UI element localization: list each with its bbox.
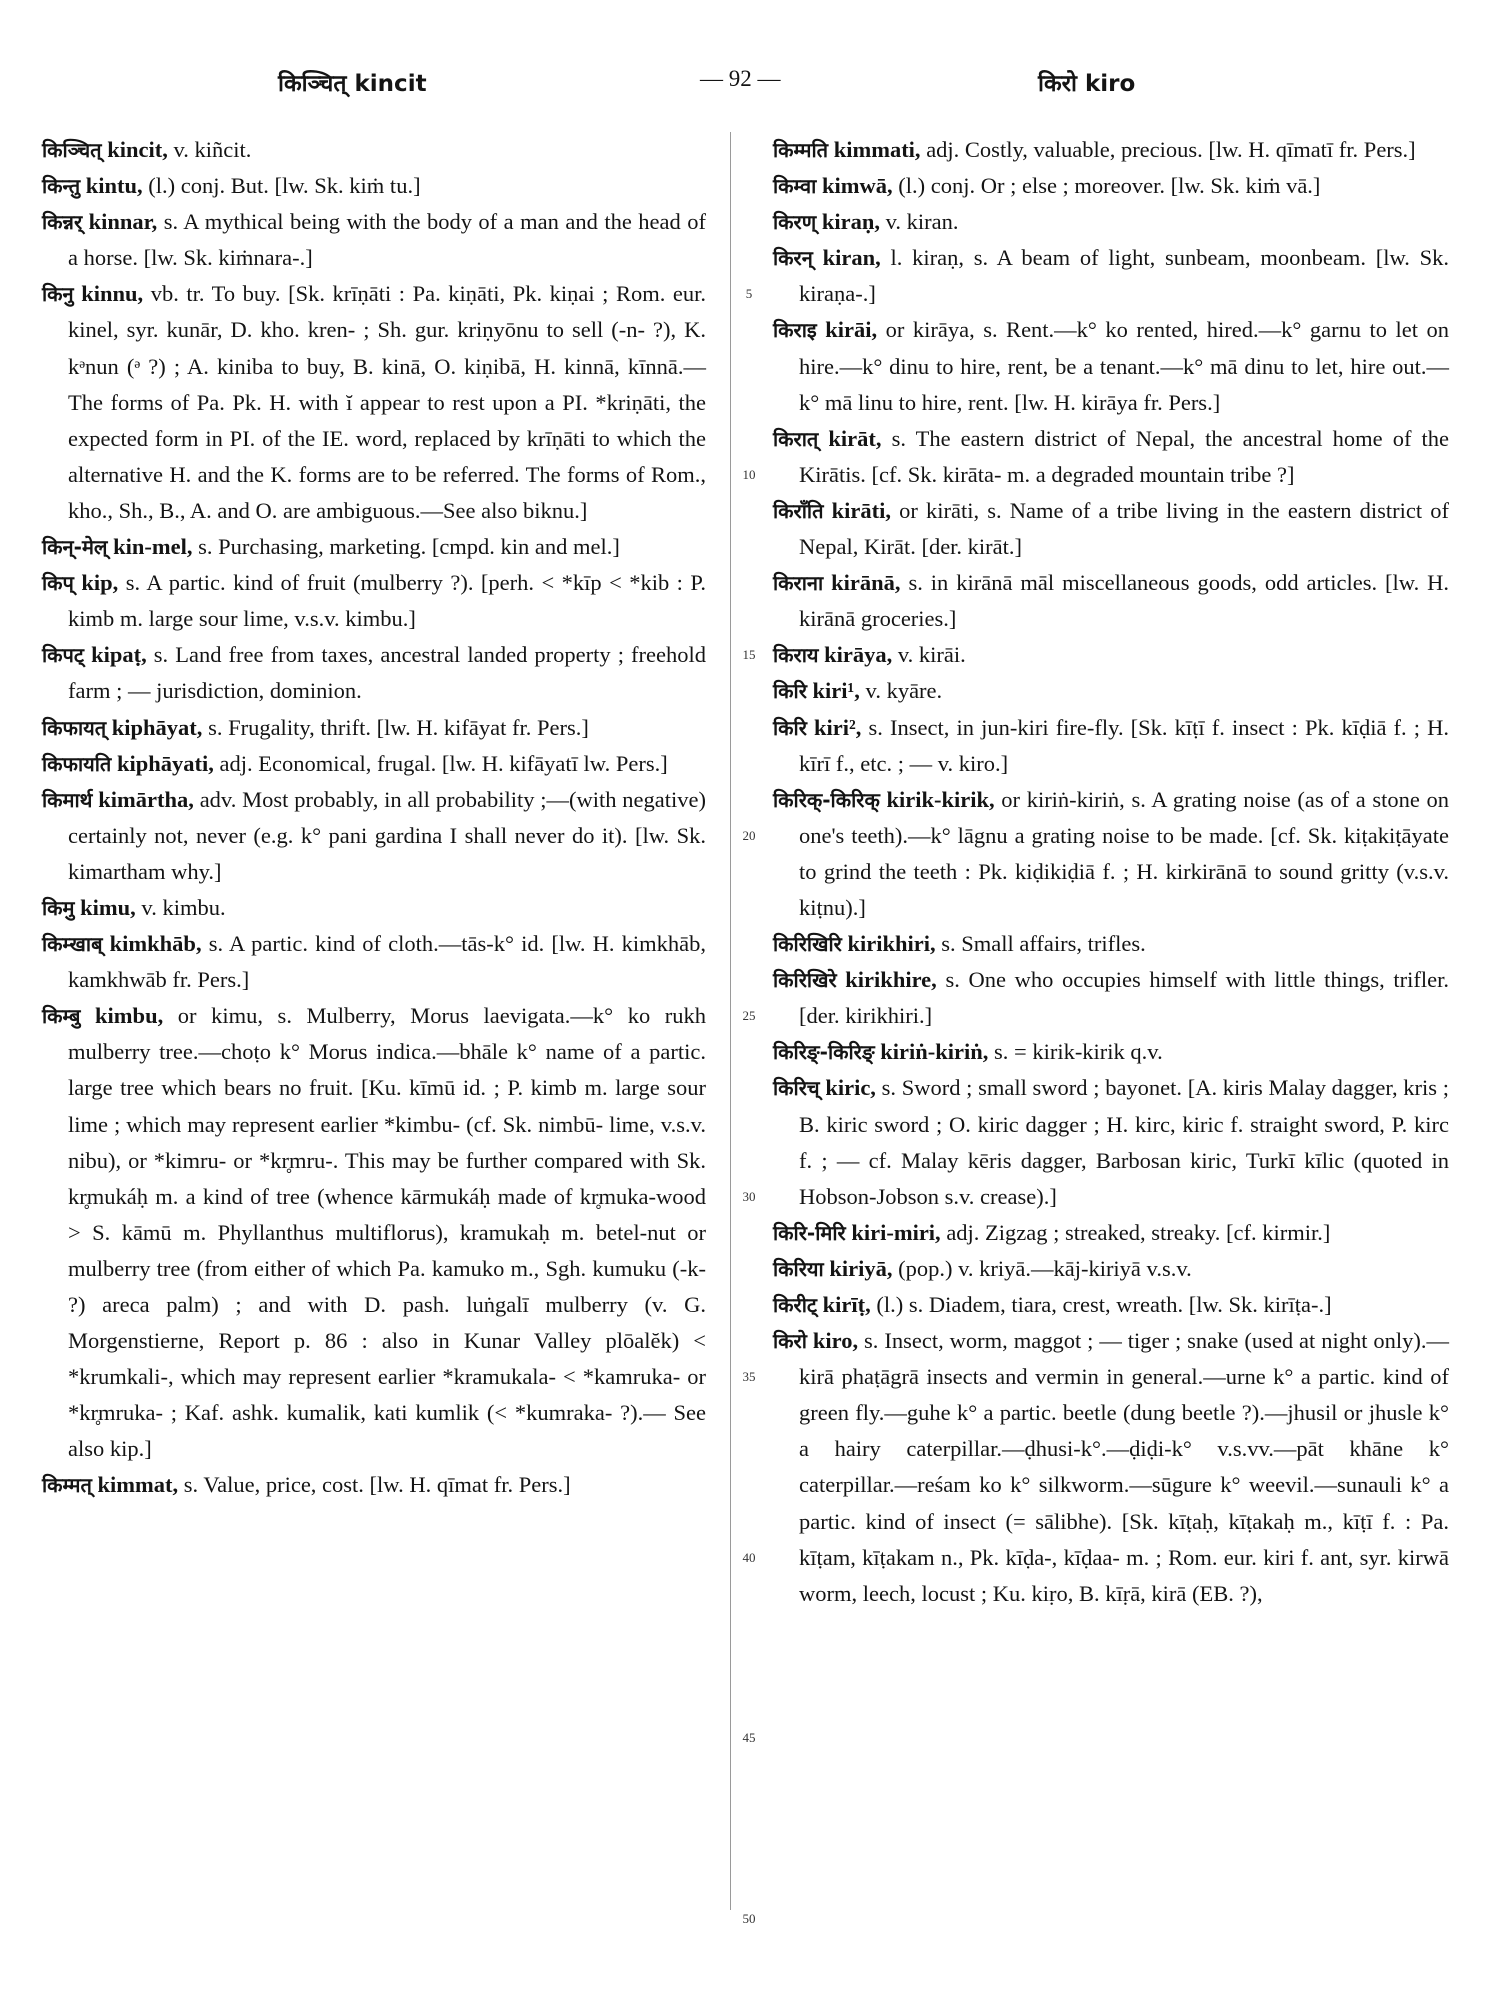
headword-roman: kiri¹, <box>812 678 860 704</box>
entry-definition: s. A partic. kind of cloth.—tās-k° id. [lw. H. kimkhāb, kamkhwāb fr. Pers.] <box>68 931 707 993</box>
line-number: 10 <box>742 466 756 482</box>
line-number: 30 <box>742 1188 756 1204</box>
headword-roman: kirāi, <box>825 317 878 343</box>
headword-devanagari: किम्बु <box>42 1004 81 1029</box>
line-number: 50 <box>742 1910 756 1926</box>
dictionary-entry <box>773 710 1449 782</box>
dictionary-entry <box>773 962 1449 1034</box>
headword-devanagari: किराय <box>773 643 819 668</box>
headword-roman: kirīṭ, <box>822 1292 871 1317</box>
headword-devanagari: किरिखिरे <box>773 968 837 993</box>
headword-devanagari: किरण् <box>773 210 817 235</box>
headword-devanagari: किन्-मेल् <box>42 535 108 560</box>
dictionary-entry <box>42 168 706 204</box>
dictionary-entry <box>42 998 706 1467</box>
entry-definition: (l.) conj. Or ; else ; moreover. [lw. Sk. kiṁ vā.] <box>898 173 1321 199</box>
dictionary-entry <box>773 1323 1449 1612</box>
headword-devanagari: किपट् <box>42 643 84 668</box>
entry-definition: s. Purchasing, marketing. [cmpd. kin and mel.] <box>198 534 620 560</box>
headword-roman: kiri-miri, <box>851 1219 941 1245</box>
entry-definition: s. A mythical being with the body of a man and the head of a horse. [lw. Sk. kiṁnara-.] <box>68 209 706 271</box>
headword-roman: kin-mel, <box>113 534 193 560</box>
entry-definition: v. kirāi. <box>897 642 966 668</box>
line-number: 15 <box>742 647 756 663</box>
dictionary-entry <box>773 1251 1449 1287</box>
line-number: 45 <box>742 1730 756 1746</box>
headword-roman: kimu, <box>80 894 136 920</box>
dictionary-entry <box>773 637 1449 673</box>
entry-definition: adv. Most probably, in all probability ;—(with negative) certainly not, never (e.g. k° pani gardina I shall never do it). [lw. Sk. kimartham why.] <box>68 786 706 884</box>
headword-roman: kimwā, <box>821 173 893 199</box>
dictionary-entry <box>773 493 1449 565</box>
dictionary-entry <box>773 782 1449 926</box>
headword-devanagari: किमु <box>42 895 75 920</box>
dictionary-entry <box>42 890 706 926</box>
running-head-left: किञ्चित् kincit <box>278 71 427 97</box>
dictionary-entry <box>42 710 706 746</box>
line-number: 20 <box>742 827 756 843</box>
entry-definition: s. = kirik-kirik q.v. <box>994 1039 1163 1065</box>
headword-roman: kirāti, <box>831 497 891 523</box>
headword-devanagari: किरि-मिरि <box>773 1220 846 1245</box>
headword-devanagari: किरीट् <box>773 1293 817 1317</box>
dictionary-entry <box>773 1034 1449 1070</box>
entry-definition: (pop.) v. kriyā.—kāj-kiriyā v.s.v. <box>898 1255 1192 1281</box>
running-head-right: किरो kiro <box>1038 71 1136 97</box>
headword-roman: kintu, <box>85 173 143 199</box>
entry-definition: v. kiñcit. <box>173 137 252 162</box>
dictionary-entry <box>773 1070 1449 1214</box>
headword-roman: kiro, <box>812 1328 859 1354</box>
dictionary-entry <box>42 529 706 565</box>
entry-definition: s. Sword ; small sword ; bayonet. [A. kiris Malay dagger, kris ; B. kiric sword ; O. kiric dagger ; H. kirc, kiric f. straight sword, P. kirc f. ; — cf. Malay kēris dagger, Barbosan kiric, Turkī kīlic (quoted in Hobson-Jobson s.v. crease).] <box>799 1075 1450 1209</box>
dictionary-entry <box>42 204 706 276</box>
headword-devanagari: किम्मति <box>773 138 829 162</box>
headword-devanagari: किरिङ्-किरिङ् <box>773 1040 875 1065</box>
headword-roman: kinnu, <box>81 281 144 307</box>
headword-devanagari: किप् <box>42 571 74 596</box>
entry-definition: s. in kirānā māl miscellaneous goods, odd articles. [lw. H. kirānā groceries.] <box>799 570 1450 632</box>
dictionary-entry <box>773 1215 1449 1251</box>
headword-roman: kiriyā, <box>829 1255 893 1281</box>
headword-devanagari: किरिच् <box>773 1076 820 1101</box>
headword-roman: kiriṅ-kiriṅ, <box>880 1039 989 1065</box>
dictionary-entry <box>773 132 1449 168</box>
dictionary-entry <box>42 926 706 998</box>
entry-definition: s. Value, price, cost. [lw. H. qīmat fr. Pers.] <box>183 1472 571 1498</box>
headword-devanagari: किरि <box>773 679 807 704</box>
headword-devanagari: किफायति <box>42 751 112 776</box>
headword-roman: kimbu, <box>95 1003 164 1029</box>
entry-definition: s. Frugality, thrift. [lw. H. kifāyat fr. Pers.] <box>208 714 589 740</box>
headword-devanagari: किरो <box>773 1329 807 1354</box>
entry-definition: s. Small affairs, trifles. <box>941 931 1146 957</box>
entry-definition: v. kimbu. <box>141 894 226 920</box>
headword-devanagari: किन्नर् <box>42 210 83 235</box>
headword-roman: kipaṭ, <box>91 642 147 668</box>
headword-devanagari: किराना <box>773 571 824 596</box>
headword-devanagari: किराँति <box>773 498 824 523</box>
headword-roman: kiphāyati, <box>116 750 214 776</box>
headword-devanagari: किरन् <box>773 246 813 271</box>
headword-roman: kiric, <box>825 1075 876 1101</box>
entry-definition: (l.) conj. But. [lw. Sk. kiṁ tu.] <box>148 173 421 199</box>
entry-definition: or kiriṅ-kiriṅ, s. A grating noise (as of a stone on one's teeth).—k° lāgnu a grating noise to be made. [cf. Sk. kiṭakiṭāyate to grind the teeth : Pk. kiḍikiḍiā f. ; H. kirkirānā to sound gritty (v.s.v. kiṭnu).] <box>799 786 1450 920</box>
entry-definition: s. One who occupies himself with little things, trifler. [der. kirikhiri.] <box>799 967 1450 1029</box>
headword-roman: kimmati, <box>833 137 921 162</box>
entry-definition: adj. Economical, frugal. [lw. H. kifāyatī lw. Pers.] <box>219 750 668 776</box>
line-number: 5 <box>745 286 753 302</box>
dictionary-entry <box>42 746 706 782</box>
entry-definition: s. The eastern district of Nepal, the ancestral home of the Kirātis. [cf. Sk. kirāta- m. a degraded mountain tribe ?] <box>799 425 1450 487</box>
dictionary-entry <box>42 276 706 529</box>
dictionary-entry <box>773 312 1449 420</box>
headword-devanagari: किन्तु <box>42 174 81 199</box>
dictionary-entry <box>773 204 1449 240</box>
entry-definition: l. kiraṇ, s. A beam of light, sunbeam, moonbeam. [lw. Sk. kiraṇa-.] <box>799 245 1450 307</box>
dictionary-entry <box>42 565 706 637</box>
right-column <box>773 132 1449 1612</box>
headword-devanagari: किम्खाब् <box>42 932 103 957</box>
entry-definition: s. Insect, worm, maggot ; — tiger ; snake (used at night only).—kirā phaṭāgrā insects and vermin in general.—urne k° a partic. kind of green fly.—guhe k° a partic. beetle (dung beetle ?).—jhusil or jhusle k° a hairy caterpillar.—ḍhusi-k°.—ḍiḍi-k° v.s.vv.—pāt khāne k° caterpillar.—reśam ko k° silkworm.—sūgure k° weevil.—sunauli k° a partic. kind of insect (= sālibhe). [Sk. kīṭaḥ, kīṭakaḥ m., kīṭī f. : Pa. kīṭam, kīṭakam n., Pk. kīḍa-, kīḍaa- m. ; Rom. eur. kiri f. ant, syr. kirwā worm, leech, locust ; Ku. kiṛo, B. kīṛā, kirā (EB. ?), <box>799 1328 1450 1606</box>
dictionary-entry <box>773 926 1449 962</box>
line-number: 25 <box>742 1008 756 1024</box>
left-column <box>42 132 706 1504</box>
entry-definition: v. kyāre. <box>865 678 943 704</box>
dictionary-entry <box>773 240 1449 312</box>
entry-definition: s. Land free from taxes, ancestral landed property ; freehold farm ; — jurisdiction, dominion. <box>68 642 706 704</box>
headword-roman: kirāya, <box>824 642 893 668</box>
headword-devanagari: किरिया <box>773 1256 824 1281</box>
entry-definition: adj. Zigzag ; streaked, streaky. [cf. kirmir.] <box>946 1219 1331 1245</box>
headword-devanagari: किरि <box>773 715 807 740</box>
headword-roman: kinnar, <box>88 209 158 235</box>
headword-devanagari: किरात् <box>773 426 819 451</box>
headword-roman: kimārtha, <box>98 786 194 812</box>
line-number: 40 <box>742 1549 756 1565</box>
headword-roman: kirānā, <box>831 570 901 596</box>
dictionary-entry <box>773 1287 1449 1323</box>
entry-definition: (l.) s. Diadem, tiara, crest, wreath. [lw. Sk. kirīṭa-.] <box>876 1292 1332 1317</box>
dictionary-entry <box>42 1467 706 1503</box>
entry-definition: or kirāti, s. Name of a tribe living in the eastern district of Nepal, Kirāt. [der. kirāt.] <box>799 497 1450 560</box>
headword-devanagari: किम्मत् <box>42 1473 92 1498</box>
headword-devanagari: किम्वा <box>773 174 817 199</box>
headword-roman: kirik-kirik, <box>886 786 995 812</box>
column-divider <box>730 132 731 1910</box>
dictionary-entry <box>773 565 1449 637</box>
headword-roman: kirikhire, <box>845 967 937 993</box>
dictionary-entry <box>773 673 1449 709</box>
headword-roman: kip, <box>81 570 119 596</box>
dictionary-entry <box>42 132 706 168</box>
entry-definition: v. kiran. <box>885 209 959 235</box>
headword-roman: kimkhāb, <box>109 931 202 957</box>
headword-roman: kimmat, <box>97 1472 179 1498</box>
headword-roman: kirikhiri, <box>847 931 936 957</box>
headword-devanagari: किञ्चित् <box>42 138 102 162</box>
dictionary-entry <box>773 421 1449 493</box>
entry-definition: s. A partic. kind of fruit (mulberry ?). [perh. < *kīp < *kib : P. kimb m. large sour lime, v.s.v. kimbu.] <box>68 570 707 632</box>
entry-definition: adj. Costly, valuable, precious. [lw. H. qīmatī fr. Pers.] <box>926 137 1416 162</box>
page-number: — 92 — <box>700 66 781 91</box>
headword-devanagari: किफायत् <box>42 715 107 740</box>
headword-devanagari: किरिखिरि <box>773 932 842 957</box>
entry-definition: or kirāya, s. Rent.—k° ko rented, hired.—k° garnu to let on hire.—k° dinu to hire, rent, be a tenant.—k° mā dinu to let, hire out.—k° mā linu to hire, rent. [lw. H. kirāya fr. Pers.] <box>799 317 1450 415</box>
headword-roman: kiri², <box>814 714 862 740</box>
dictionary-entry <box>42 782 706 890</box>
headword-devanagari: किमार्थ <box>42 787 93 812</box>
headword-roman: kincit, <box>107 137 168 162</box>
entry-definition: s. Insect, in jun-kiri fire-fly. [Sk. kīṭī f. insect : Pk. kīḍiā f. ; H. kīrī f., etc. ; — v. kiro.] <box>799 714 1450 776</box>
headword-roman: kirāt, <box>828 425 882 451</box>
headword-roman: kiraṇ, <box>821 209 880 235</box>
dictionary-entry <box>42 637 706 709</box>
entry-definition: vb. tr. To buy. [Sk. krīṇāti : Pa. kiṇāti, Pk. kiṇai ; Rom. eur. kinel, syr. kunār, D. kho. kren- ; Sh. gur. kriṇyōnu to sell (-n- ?), K. kᵊnun (ᵊ ?) ; A. kiniba to buy, B. kinā, O. kiṇibā, H. kinnā, kīnnā.— The forms of Pa. Pk. H. with ĭ appear to rest upon a PI. *kriṇāti, the expected form in PI. of the IE. word, replaced by krīṇāti to which the alternative H. and the K. forms are to be referred. The forms of Rom., kho., Sh., B., A. and O. are ambiguous.—See also biknu.] <box>68 281 707 523</box>
page-header <box>0 66 1500 106</box>
line-number: 35 <box>742 1369 756 1385</box>
dictionary-entry <box>773 168 1449 204</box>
headword-devanagari: किरिक्-किरिक् <box>773 787 880 812</box>
headword-devanagari: किराइ <box>773 318 817 343</box>
headword-devanagari: किनु <box>42 282 74 307</box>
headword-roman: kiran, <box>822 245 881 271</box>
headword-roman: kiphāyat, <box>111 714 203 740</box>
entry-definition: or kimu, s. Mulberry, Morus laevigata.—k° ko rukh mulberry tree.—choṭo k° Morus indica.—bhāle k° name of a partic. large tree which bears no fruit. [Ku. kīmū id. ; P. kimb m. large sour lime ; which may represent earlier *kimbu- (cf. Sk. nimbū- lime, v.s.v. nibu), or *kimru- or *kr̥mru-. This may be further compared with Sk. kr̥mukáḥ m. a kind of tree (whence kārmukáḥ made of kr̥muka-wood > S. kāmū m. Phyllanthus multiflorus), kramukaḥ m. betel-nut or mulberry tree (from either of which Pa. kamuko m., Sgh. kumuku (-k- ?) areca palm) ; and with D. pash. luṅgalī mulberry (v. G. Morgenstierne, Report p. 86 : also in Kunar Valley plōalĕk) < *krumkali-, which may represent earlier *kramukala- < *kamruka- or *kr̥mruka- ; Kaf. ashk. kumalik, kati kumlik (< *kumraka- ?).— See also kip.] <box>68 1003 707 1462</box>
